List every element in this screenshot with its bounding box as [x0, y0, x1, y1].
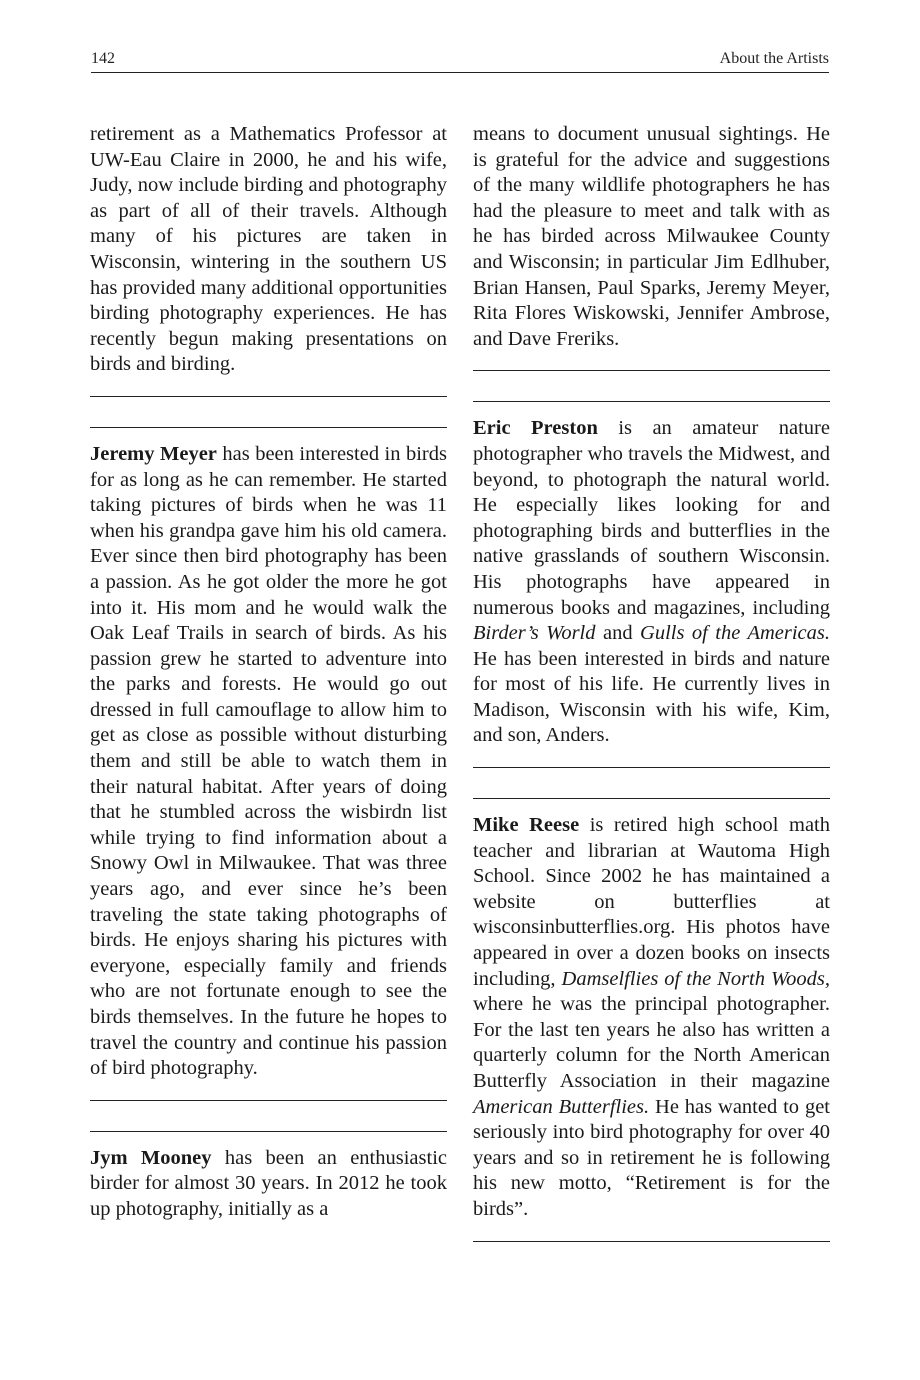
artist-name: Mike Reese: [473, 814, 580, 837]
bio-jeremy-meyer: [90, 442, 447, 1082]
header-rule: [91, 72, 829, 73]
bio-separator: [90, 1100, 447, 1132]
bio-jym-mooney: [90, 1146, 447, 1223]
bio-text: and: [595, 622, 641, 645]
publication-title: Damselflies of the North Woods,: [561, 967, 830, 990]
publication-title: American Butterflies.: [473, 1095, 650, 1118]
bio-separator: [90, 396, 447, 428]
bio-eric-preston: [473, 416, 830, 749]
publication-title: Birder’s World: [473, 622, 596, 645]
bio-text: is retired high school math teacher and librarian at Wautoma High School. Since 2002 he has maintained a website on butterflies at wisconsinbutterflies.org. His photos have appeared in over a dozen books on insects including,: [473, 814, 831, 990]
running-header-title: About the Artists: [719, 50, 829, 67]
bio-continued-right: means to document unusual sightings. He is grateful for the advice and suggestions of the many wildlife photographers he has had the pleasure to meet and talk with as he has birded across Milwaukee County and Wisconsin; in particular Jim Edlhuber, Brian Hansen, Paul Sparks, Jeremy Meyer, Rita Flores Wiskowski, Jennifer Ambrose, and Dave Freriks.: [473, 123, 830, 350]
bio-mike-reese: [473, 813, 830, 1223]
bio-text: He has wanted to get seriously into bird photography for over 40 years and so in retirement he is following his new motto, “Retirement is for the birds”.: [473, 1095, 830, 1220]
artist-name: Jeremy Meyer: [90, 442, 217, 465]
bio-separator: [473, 370, 830, 402]
right-column: [473, 122, 830, 1242]
page-number: 142: [91, 50, 115, 67]
publication-title: Gulls of the Americas.: [640, 622, 830, 645]
bio-separator: [473, 767, 830, 799]
artist-name: Eric Preston: [473, 417, 598, 440]
bio-text: has been interested in birds for as long as he can remember. He started taking pictures of birds when he was 11 when his grandpa gave him his old camera. Ever since then bird photography has been a passion. As he got older the more he got into it. His mom and he would walk the Oak Leaf Trails in search of birds. As his passion grew he started to adventure into the parks and forests. He would go out dressed in full camouflage to allow him to get as close as possible without disturbing them and still be able to watch them in their natural habitat. After years of doing that he stumbled across the wisbirdn list while trying to find information about a Snowy Owl in Milwaukee. That was three years ago, and ever since he’s been traveling the state taking photographs of birds. He enjoys sharing his pictures with everyone, especially family and friends who are not fortunate enough to see the birds themselves. In the future he hopes to travel the country and continue his passion of bird photography.: [90, 442, 447, 1080]
bio-text: is an amateur nature photographer who travels the Midwest, and beyond, to photograph the natural world. He especially likes looking for and photographing birds and butterflies in the native grasslands of southern Wisconsin. His photographs have appeared in numerous books and magazines, including: [473, 417, 830, 619]
bio-continued-left: retirement as a Mathematics Professor at UW-Eau Claire in 2000, he and his wife, Judy, now include birding and photography as part of all of their travels. Although many of his pictures are taken in Wisconsin, wintering in the southern US has provided many additional opportunities birding photography experiences. He has recently begun making presentations on birds and birding.: [90, 123, 447, 376]
bio-text: has been an enthusiastic birder for almost 30 years. In 2012 he took up photography, initially as a: [90, 1146, 447, 1220]
bio-end-rule: [473, 1241, 830, 1242]
bio-text: He has been interested in birds and nature for most of his life. He currently lives in Madison, Wisconsin with his wife, Kim, and son, Anders.: [473, 647, 830, 747]
left-column: [90, 122, 447, 1223]
artist-name: Jym Mooney: [90, 1146, 212, 1169]
bio-text: where he was the principal photographer. For the last ten years he also has written a quarterly column for the North American Butterfly Association in their magazine: [473, 993, 830, 1092]
